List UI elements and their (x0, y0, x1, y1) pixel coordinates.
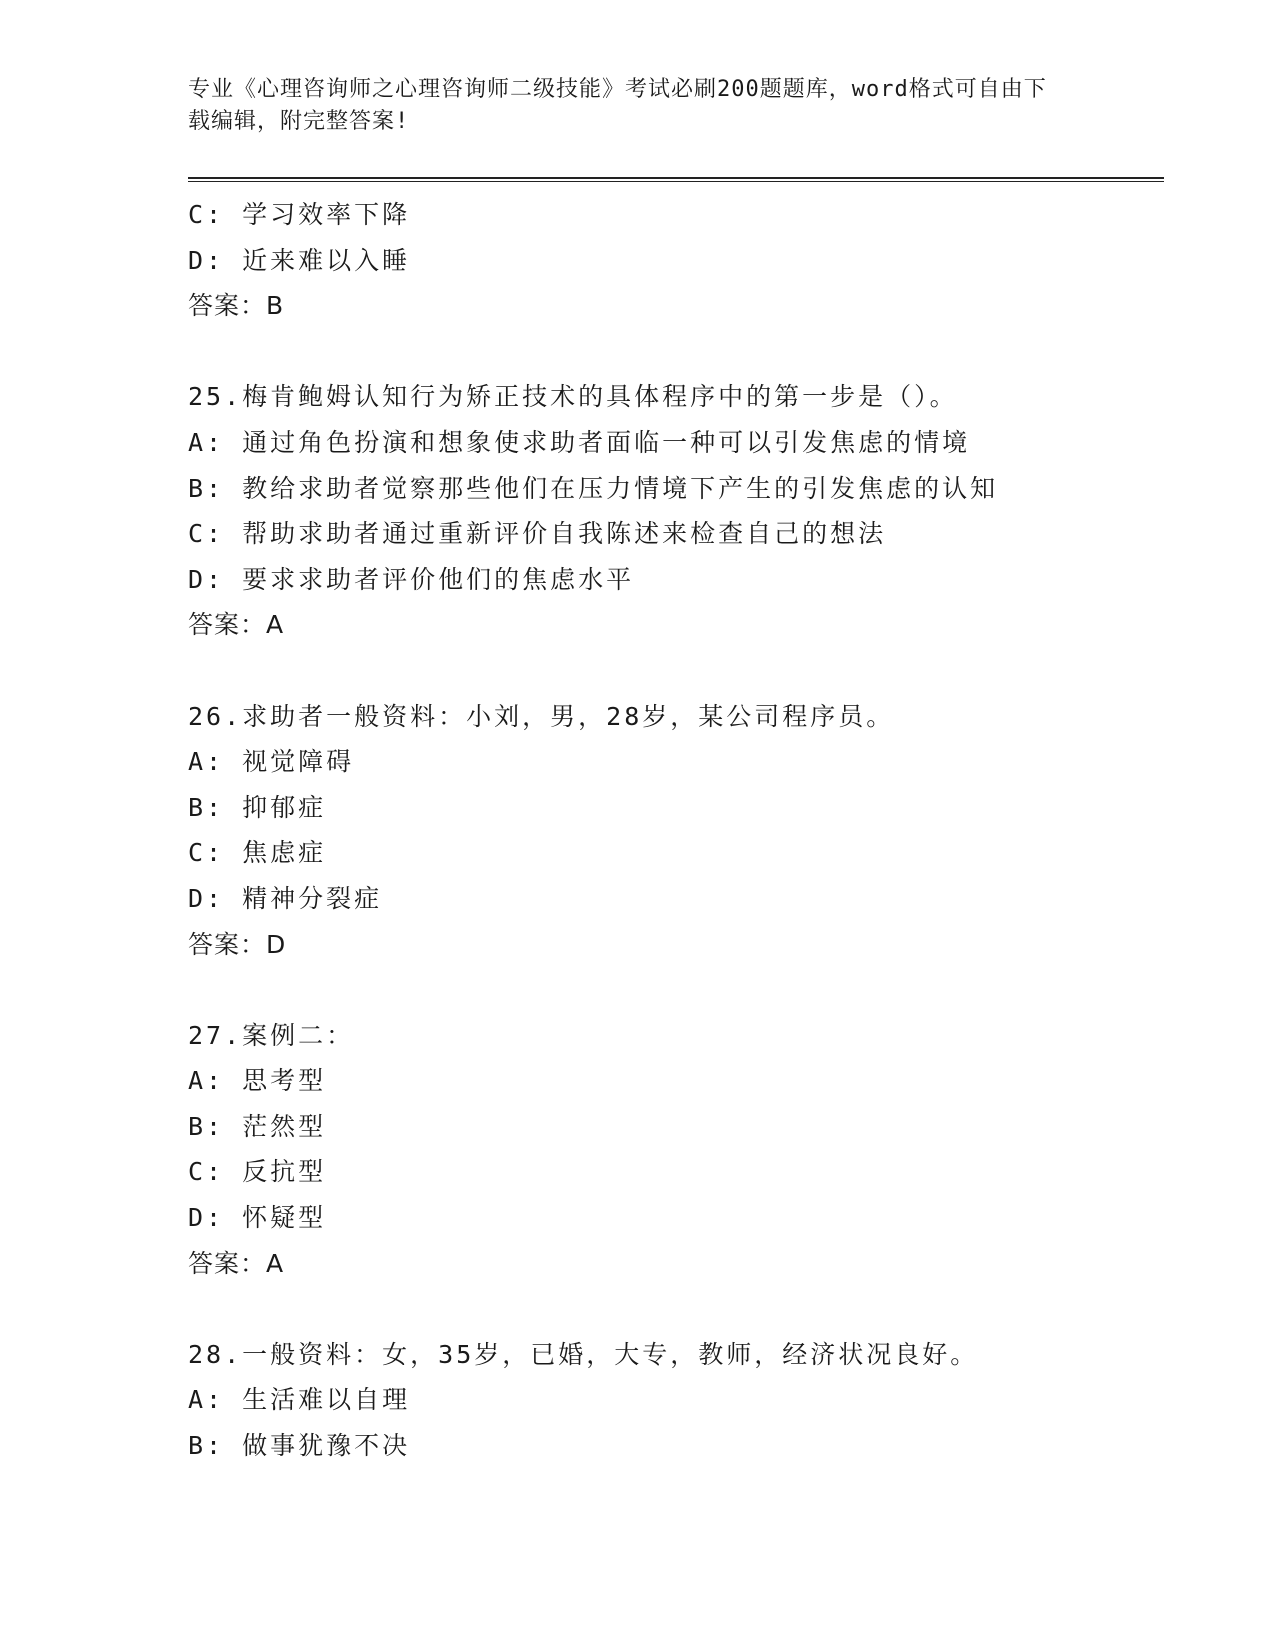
question-block (188, 1013, 1164, 1287)
question-text: 26.求助者一般资料：小刘，男，28岁，某公司程序员。 (188, 701, 895, 731)
option-a: A: 生活难以自理 (188, 1385, 411, 1415)
option-d: D: 精神分裂症 (188, 883, 383, 913)
option-a: A: 思考型 (188, 1066, 327, 1096)
option-b: B: 抑郁症 (188, 792, 327, 822)
option-c: C: 学习效率下降 (188, 200, 411, 229)
option-c: C: 帮助求助者通过重新评价自我陈述来检查自己的想法 (188, 519, 887, 549)
question-list (188, 192, 1164, 1469)
option-b: B: 教给求助者觉察那些他们在压力情境下产生的引发焦虑的认知 (188, 473, 999, 503)
answer-line: 答案：A (188, 1248, 285, 1278)
option-a: A: 通过角色扮演和想象使求助者面临一种可以引发焦虑的情境 (188, 427, 971, 457)
question-block (188, 694, 1164, 968)
question-block (188, 374, 1164, 648)
option-d: D: 要求求助者评价他们的焦虑水平 (188, 564, 635, 594)
question-text: 25.梅肯鲍姆认知行为矫正技术的具体程序中的第一步是（）。 (188, 382, 958, 412)
option-d: D: 近来难以入睡 (188, 245, 411, 275)
question-text: 27.案例二： (188, 1020, 355, 1050)
option-c: C: 焦虑症 (188, 838, 327, 868)
option-b: B: 做事犹豫不决 (188, 1431, 411, 1461)
answer-line: 答案：D (188, 929, 287, 959)
option-c: C: 反抗型 (188, 1157, 327, 1187)
question-block (188, 1332, 1164, 1469)
question-block (188, 192, 1164, 329)
option-b: B: 茫然型 (188, 1111, 327, 1141)
option-a: A: 视觉障碍 (188, 747, 355, 777)
answer-line: 答案：A (188, 610, 285, 640)
header-divider (188, 177, 1164, 182)
answer-line: 答案：B (188, 291, 285, 321)
question-text: 28.一般资料：女，35岁，已婚，大专，教师，经济状况良好。 (188, 1339, 979, 1369)
option-d: D: 怀疑型 (188, 1203, 327, 1233)
document-header: 专业《心理咨询师之心理咨询师二级技能》考试必刷200题题库，word格式可自由下载编辑，附完整答案! (188, 77, 1047, 134)
